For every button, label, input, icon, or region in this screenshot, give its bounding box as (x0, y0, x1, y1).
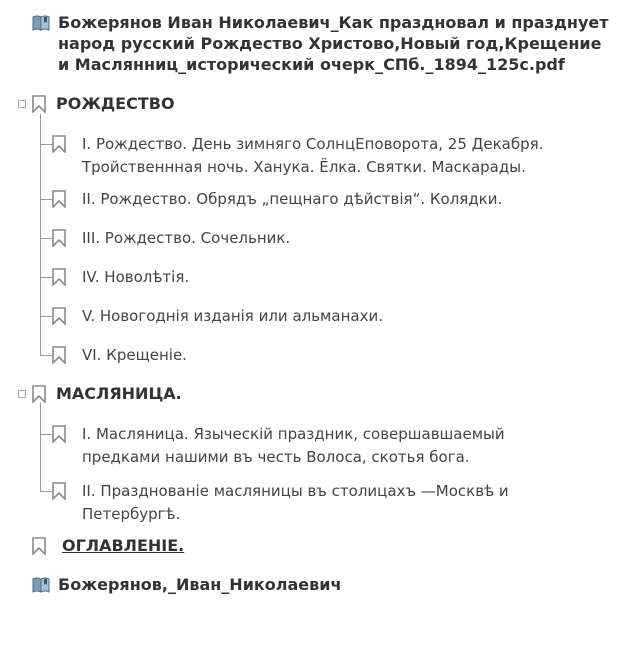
outline-item[interactable] (52, 305, 552, 328)
tree-line (40, 277, 52, 278)
bookmark-icon (52, 135, 66, 153)
section-title: МАСЛЯНИЦА. (56, 384, 182, 403)
bookmark-icon (52, 482, 66, 500)
bookmark-icon (52, 346, 66, 364)
outline-item[interactable] (52, 266, 552, 289)
section-title: РОЖДЕСТВО (56, 94, 175, 113)
outline-item[interactable] (52, 423, 552, 469)
book-icon (32, 14, 50, 32)
outline-item[interactable] (52, 344, 552, 367)
root-document-title: Божерянов Иван Николаевич_Как праздновал и празднует народ русский Рождество Христово,Новый год,Крещение и Маслянниц_исторический очерк_СПб._1894_125с.pdf (58, 13, 609, 74)
outline-item[interactable] (52, 188, 552, 211)
outline-item[interactable] (52, 480, 552, 526)
outline-item-label: I. Рождество. День зимняго СолнцЕповорота, 25 Декабря. Тройственнная ночь. Ханука. Ёлка. Святки. Маскарады. (82, 135, 544, 176)
collapse-toggle-icon[interactable] (18, 100, 26, 108)
bookmark-icon (32, 537, 46, 555)
collapse-toggle-icon[interactable] (18, 390, 26, 398)
bookmark-icon (32, 95, 46, 113)
bookmark-icon (52, 307, 66, 325)
section-maslyanitsa[interactable] (18, 384, 182, 403)
tree-line (40, 491, 52, 492)
outline-root-author[interactable] (32, 574, 618, 595)
outline-item-label: V. Новогоднія изданія или альманахи. (82, 307, 383, 325)
tree-line (40, 144, 52, 145)
toc-bookmark[interactable] (32, 536, 184, 555)
outline-root[interactable] (32, 12, 618, 75)
bookmark-icon (52, 268, 66, 286)
outline-item-label: II. Празднованіе масляницы въ столицахъ —Москвѣ и Петербургѣ. (82, 482, 509, 523)
outline-item-label: III. Рождество. Сочельник. (82, 229, 291, 247)
outline-item-label: II. Рождество. Обрядъ „пещнаго дѣйствія“. Колядки. (82, 190, 503, 208)
bookmark-icon (52, 425, 66, 443)
author-title: Божерянов,_Иван_Николаевич (58, 575, 342, 594)
outline-item-label: VI. Крещеніе. (82, 346, 187, 364)
bookmark-icon (32, 385, 46, 403)
outline-item[interactable] (52, 133, 552, 179)
tree-line (40, 316, 52, 317)
outline-item-label: IV. Новолѣтія. (82, 268, 190, 286)
outline-item[interactable] (52, 227, 552, 250)
outline-item-label: I. Масляница. Языческій праздник, совершавшаемый предками нашими въ честь Волоса, скотья бога. (82, 425, 505, 466)
tree-line (40, 238, 52, 239)
tree-line (40, 434, 52, 435)
toc-title: ОГЛАВЛЕНІЕ. (62, 536, 185, 555)
tree-line (40, 199, 52, 200)
tree-line (40, 355, 52, 356)
section-rozhdestvo[interactable] (18, 94, 175, 113)
book-icon (32, 576, 50, 594)
bookmark-icon (52, 229, 66, 247)
bookmark-icon (52, 190, 66, 208)
